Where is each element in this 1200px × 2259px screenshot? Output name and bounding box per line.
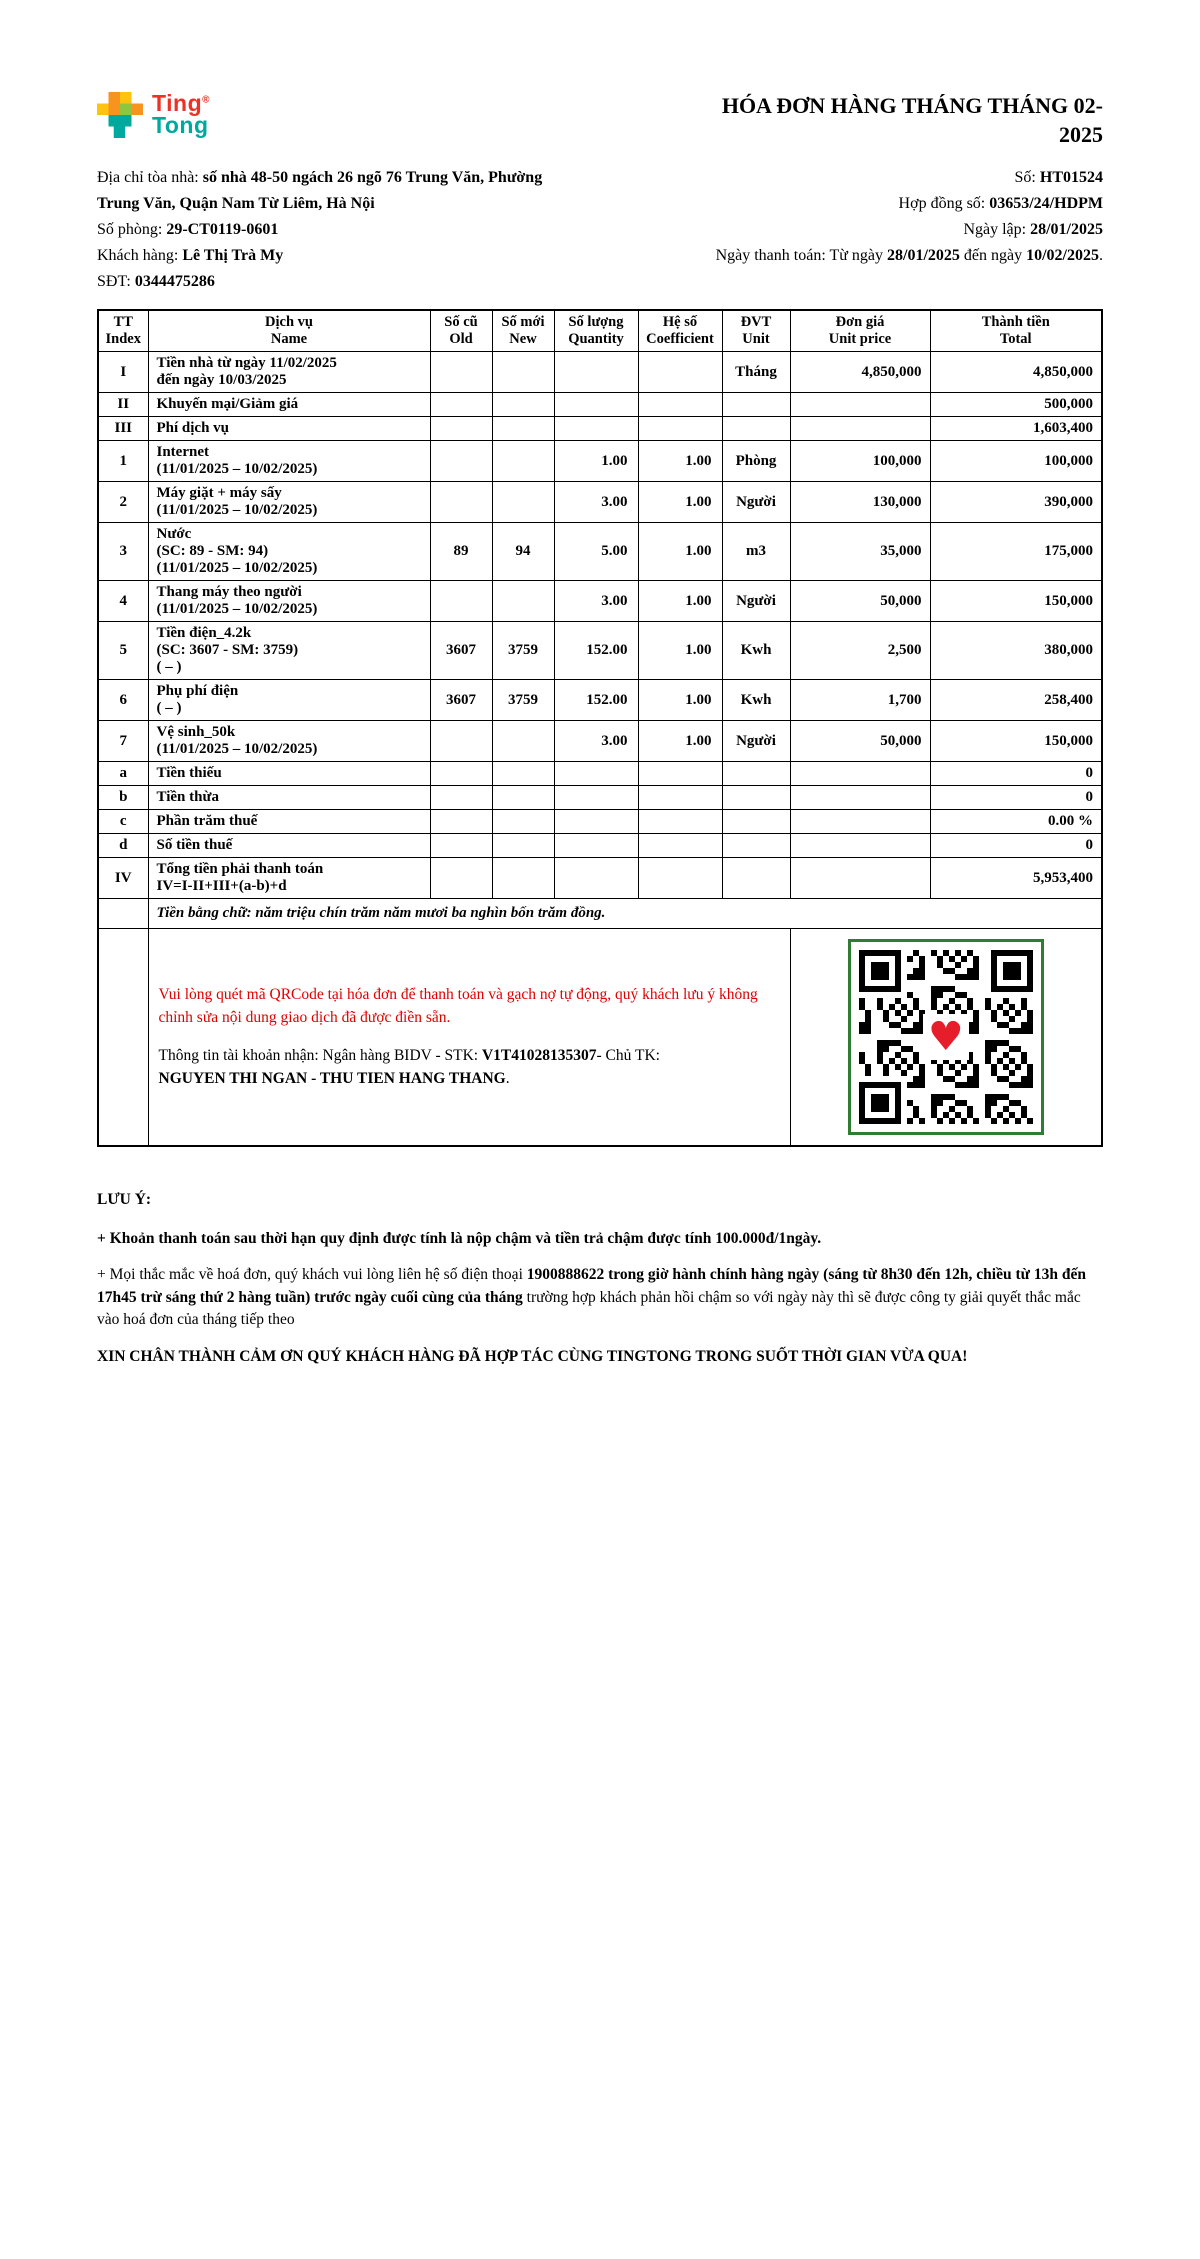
row-coefficient	[638, 762, 722, 786]
row-new-reading	[492, 858, 554, 899]
row-unit-price: 50,000	[790, 581, 930, 622]
row-unit-price: 50,000	[790, 721, 930, 762]
meta-row-4	[97, 243, 1103, 269]
row-service-name: Tiền thừa	[148, 786, 430, 810]
qr-account-info: Thông tin tài khoản nhận: Ngân hàng BIDV - STK: V1T41028135307- Chủ TK: NGUYEN THI NGAN - THU TIEN HANG THANG.	[158, 1047, 660, 1087]
row-old-reading	[430, 393, 492, 417]
row-quantity: 5.00	[554, 523, 638, 581]
row-unit-price	[790, 417, 930, 441]
row-service-name: Phần trăm thuế	[148, 810, 430, 834]
row-new-reading	[492, 721, 554, 762]
row-service-name: Tiền thiếu	[148, 762, 430, 786]
table-row	[98, 393, 1102, 417]
row-total: 0.00 %	[930, 810, 1102, 834]
row-index: 2	[98, 482, 148, 523]
row-new-reading: 3759	[492, 680, 554, 721]
invoice-table-footer	[98, 899, 1102, 1147]
row-new-reading	[492, 834, 554, 858]
row-total: 5,953,400	[930, 858, 1102, 899]
invoice-meta	[97, 165, 1103, 295]
row-service-name: Khuyến mại/Giảm giá	[148, 393, 430, 417]
col-header-unit: ĐVT Unit	[722, 310, 790, 352]
row-index: 3	[98, 523, 148, 581]
row-coefficient: 1.00	[638, 482, 722, 523]
row-old-reading: 3607	[430, 680, 492, 721]
qr-code	[848, 939, 1044, 1135]
note-contact: + Mọi thắc mắc về hoá đơn, quý khách vui lòng liên hệ số điện thoại 1900888622 trong giờ hành chính hàng ngày (sáng từ 8h30 đến 12h, chiều từ 13h đến 17h45 trừ sáng thứ 2 hàng tuần) trước ngày cuối cùng của tháng trường hợp khách phản hồi chậm so với ngày này thì sẽ được công ty giải quyết thắc mắc vào hoá đơn của tháng tiếp theo	[97, 1266, 1086, 1329]
row-total: 150,000	[930, 581, 1102, 622]
row-service-name: Tiền điện_4.2k (SC: 3607 - SM: 3759) ( – )	[148, 622, 430, 680]
col-header-index: TT Index	[98, 310, 148, 352]
invoice-table	[97, 309, 1103, 1147]
row-old-reading: 3607	[430, 622, 492, 680]
row-unit-price: 130,000	[790, 482, 930, 523]
row-unit	[722, 810, 790, 834]
row-index: 4	[98, 581, 148, 622]
table-row	[98, 810, 1102, 834]
row-coefficient	[638, 417, 722, 441]
row-new-reading	[492, 441, 554, 482]
brand-name	[152, 90, 210, 138]
row-old-reading	[430, 810, 492, 834]
row-service-name: Phụ phí điện ( – )	[148, 680, 430, 721]
row-coefficient: 1.00	[638, 523, 722, 581]
table-row	[98, 834, 1102, 858]
table-row	[98, 721, 1102, 762]
row-unit-price: 35,000	[790, 523, 930, 581]
row-new-reading	[492, 482, 554, 523]
row-quantity	[554, 834, 638, 858]
qr-row	[98, 929, 1102, 1147]
row-coefficient	[638, 786, 722, 810]
row-new-reading: 94	[492, 523, 554, 581]
row-index: II	[98, 393, 148, 417]
table-row	[98, 523, 1102, 581]
page-title: HÓA ĐƠN HÀNG THÁNG THÁNG 02- 2025	[721, 93, 1103, 147]
row-index: 1	[98, 441, 148, 482]
meta-row-3	[97, 217, 1103, 243]
row-index: III	[98, 417, 148, 441]
invoice-number: Số: HT01524	[1014, 169, 1103, 187]
table-row	[98, 417, 1102, 441]
row-unit-price: 2,500	[790, 622, 930, 680]
row-unit: Kwh	[722, 622, 790, 680]
qr-code-cell	[790, 929, 1102, 1147]
row-quantity: 1.00	[554, 441, 638, 482]
heart-logo-icon: ♥	[923, 1014, 969, 1060]
row-unit	[722, 834, 790, 858]
col-header-service: Dịch vụ Name	[148, 310, 430, 352]
row-service-name: Vệ sinh_50k (11/01/2025 – 10/02/2025)	[148, 721, 430, 762]
row-unit-price	[790, 393, 930, 417]
row-unit	[722, 762, 790, 786]
notes-heading: LƯU Ý:	[97, 1191, 152, 1209]
row-unit: Người	[722, 581, 790, 622]
col-header-total: Thành tiền Total	[930, 310, 1102, 352]
table-row	[98, 352, 1102, 393]
row-old-reading	[430, 762, 492, 786]
row-quantity	[554, 352, 638, 393]
row-old-reading	[430, 786, 492, 810]
row-unit	[722, 858, 790, 899]
row-quantity	[554, 393, 638, 417]
table-row	[98, 858, 1102, 899]
row-quantity: 3.00	[554, 482, 638, 523]
building-address-line2: Trung Văn, Quận Nam Từ Liêm, Hà Nội	[97, 195, 375, 213]
row-new-reading	[492, 762, 554, 786]
table-row	[98, 581, 1102, 622]
row-total: 1,603,400	[930, 417, 1102, 441]
table-row	[98, 762, 1102, 786]
row-index: b	[98, 786, 148, 810]
row-coefficient: 1.00	[638, 622, 722, 680]
footer-notes	[97, 1189, 1103, 1368]
row-old-reading	[430, 834, 492, 858]
empty-index-cell	[98, 899, 148, 929]
row-quantity	[554, 810, 638, 834]
row-quantity: 3.00	[554, 721, 638, 762]
row-unit-price	[790, 762, 930, 786]
row-coefficient	[638, 810, 722, 834]
tingtong-pixel-icon	[97, 92, 143, 138]
row-quantity	[554, 417, 638, 441]
col-header-old: Số cũ Old	[430, 310, 492, 352]
row-old-reading	[430, 858, 492, 899]
row-index: IV	[98, 858, 148, 899]
row-unit-price	[790, 810, 930, 834]
brand-logo	[97, 92, 210, 138]
row-service-name: Số tiền thuế	[148, 834, 430, 858]
row-coefficient: 1.00	[638, 441, 722, 482]
col-header-unit-price: Đơn giá Unit price	[790, 310, 930, 352]
row-unit-price: 1,700	[790, 680, 930, 721]
meta-row-2	[97, 191, 1103, 217]
row-new-reading	[492, 810, 554, 834]
row-total: 4,850,000	[930, 352, 1102, 393]
table-row	[98, 441, 1102, 482]
customer-phone: SĐT: 0344475286	[97, 273, 215, 291]
row-unit-price: 100,000	[790, 441, 930, 482]
building-address-line1: Địa chỉ tòa nhà: số nhà 48-50 ngách 26 ngõ 76 Trung Văn, Phường	[97, 169, 543, 187]
row-old-reading	[430, 441, 492, 482]
row-total: 258,400	[930, 680, 1102, 721]
thanks-message: XIN CHÂN THÀNH CẢM ƠN QUÝ KHÁCH HÀNG ĐÃ HỢP TÁC CÙNG TINGTONG TRONG SUỐT THỜI GIAN VỪA QUA!	[97, 1347, 968, 1365]
row-service-name: Thang máy theo người (11/01/2025 – 10/02/2025)	[148, 581, 430, 622]
contract-number: Hợp đồng số: 03653/24/HDPM	[898, 195, 1103, 213]
col-header-new: Số mới New	[492, 310, 554, 352]
row-service-name: Nước (SC: 89 - SM: 94) (11/01/2025 – 10/02/2025)	[148, 523, 430, 581]
row-old-reading	[430, 581, 492, 622]
row-unit	[722, 393, 790, 417]
row-total: 0	[930, 786, 1102, 810]
empty-index-cell	[98, 929, 148, 1147]
row-index: d	[98, 834, 148, 858]
row-quantity	[554, 762, 638, 786]
issue-date: Ngày lập: 28/01/2025	[963, 221, 1103, 239]
row-total: 500,000	[930, 393, 1102, 417]
row-unit: m3	[722, 523, 790, 581]
meta-row-1	[97, 165, 1103, 191]
row-new-reading	[492, 352, 554, 393]
row-unit: Phòng	[722, 441, 790, 482]
row-old-reading	[430, 417, 492, 441]
row-unit-price: 4,850,000	[790, 352, 930, 393]
table-row	[98, 622, 1102, 680]
row-new-reading	[492, 786, 554, 810]
row-index: 5	[98, 622, 148, 680]
col-header-quantity: Số lượng Quantity	[554, 310, 638, 352]
brand-name-ting: Ting®	[152, 90, 210, 117]
row-coefficient: 1.00	[638, 581, 722, 622]
row-quantity	[554, 858, 638, 899]
room-number: Số phòng: 29-CT0119-0601	[97, 221, 279, 239]
note-late-payment: + Khoản thanh toán sau thời hạn quy định được tính là nộp chậm và tiền trả chậm được tính 100.000đ/1ngày.	[97, 1229, 822, 1247]
row-index: 6	[98, 680, 148, 721]
row-index: I	[98, 352, 148, 393]
row-service-name: Tiền nhà từ ngày 11/02/2025 đến ngày 10/03/2025	[148, 352, 430, 393]
row-index: c	[98, 810, 148, 834]
row-unit: Kwh	[722, 680, 790, 721]
col-header-coefficient: Hệ số Coefficient	[638, 310, 722, 352]
row-total: 0	[930, 762, 1102, 786]
row-total: 100,000	[930, 441, 1102, 482]
customer-name: Khách hàng: Lê Thị Trà My	[97, 247, 284, 265]
table-row	[98, 786, 1102, 810]
row-total: 390,000	[930, 482, 1102, 523]
row-total: 0	[930, 834, 1102, 858]
page-header	[97, 92, 1103, 149]
row-unit-price	[790, 786, 930, 810]
row-coefficient	[638, 858, 722, 899]
meta-row-5	[97, 269, 1103, 295]
row-new-reading	[492, 393, 554, 417]
row-quantity: 3.00	[554, 581, 638, 622]
row-old-reading: 89	[430, 523, 492, 581]
row-service-name: Tổng tiền phải thanh toán IV=I-II+III+(a-b)+d	[148, 858, 430, 899]
row-new-reading	[492, 581, 554, 622]
registered-mark: ®	[202, 94, 210, 106]
table-header-row	[98, 310, 1102, 352]
row-index: a	[98, 762, 148, 786]
row-unit-price	[790, 858, 930, 899]
qr-instructions-cell	[148, 929, 790, 1147]
row-unit: Tháng	[722, 352, 790, 393]
row-service-name: Internet (11/01/2025 – 10/02/2025)	[148, 441, 430, 482]
row-unit	[722, 417, 790, 441]
row-coefficient	[638, 834, 722, 858]
table-row	[98, 482, 1102, 523]
row-new-reading	[492, 417, 554, 441]
row-total: 380,000	[930, 622, 1102, 680]
row-coefficient	[638, 393, 722, 417]
row-coefficient: 1.00	[638, 721, 722, 762]
row-quantity: 152.00	[554, 622, 638, 680]
payment-period: Ngày thanh toán: Từ ngày 28/01/2025 đến ngày 10/02/2025.	[715, 247, 1103, 265]
row-total: 150,000	[930, 721, 1102, 762]
qr-warning-text: Vui lòng quét mã QRCode tại hóa đơn để thanh toán và gạch nợ tự động, quý khách lưu ý không chỉnh sửa nội dung giao dịch đã được điền sẵn.	[158, 986, 758, 1026]
row-service-name: Máy giặt + máy sấy (11/01/2025 – 10/02/2025)	[148, 482, 430, 523]
row-index: 7	[98, 721, 148, 762]
row-unit-price	[790, 834, 930, 858]
row-unit	[722, 786, 790, 810]
row-unit: Người	[722, 721, 790, 762]
table-row	[98, 680, 1102, 721]
row-unit: Người	[722, 482, 790, 523]
amount-in-words-row	[98, 899, 1102, 929]
row-quantity	[554, 786, 638, 810]
row-new-reading: 3759	[492, 622, 554, 680]
row-old-reading	[430, 482, 492, 523]
invoice-table-body	[98, 352, 1102, 899]
row-total: 175,000	[930, 523, 1102, 581]
row-quantity: 152.00	[554, 680, 638, 721]
row-service-name: Phí dịch vụ	[148, 417, 430, 441]
brand-name-tong: Tong	[152, 112, 209, 138]
row-coefficient	[638, 352, 722, 393]
row-old-reading	[430, 352, 492, 393]
row-coefficient: 1.00	[638, 680, 722, 721]
amount-in-words: Tiền bằng chữ: năm triệu chín trăm năm mươi ba nghìn bốn trăm đồng.	[148, 899, 1102, 929]
row-old-reading	[430, 721, 492, 762]
